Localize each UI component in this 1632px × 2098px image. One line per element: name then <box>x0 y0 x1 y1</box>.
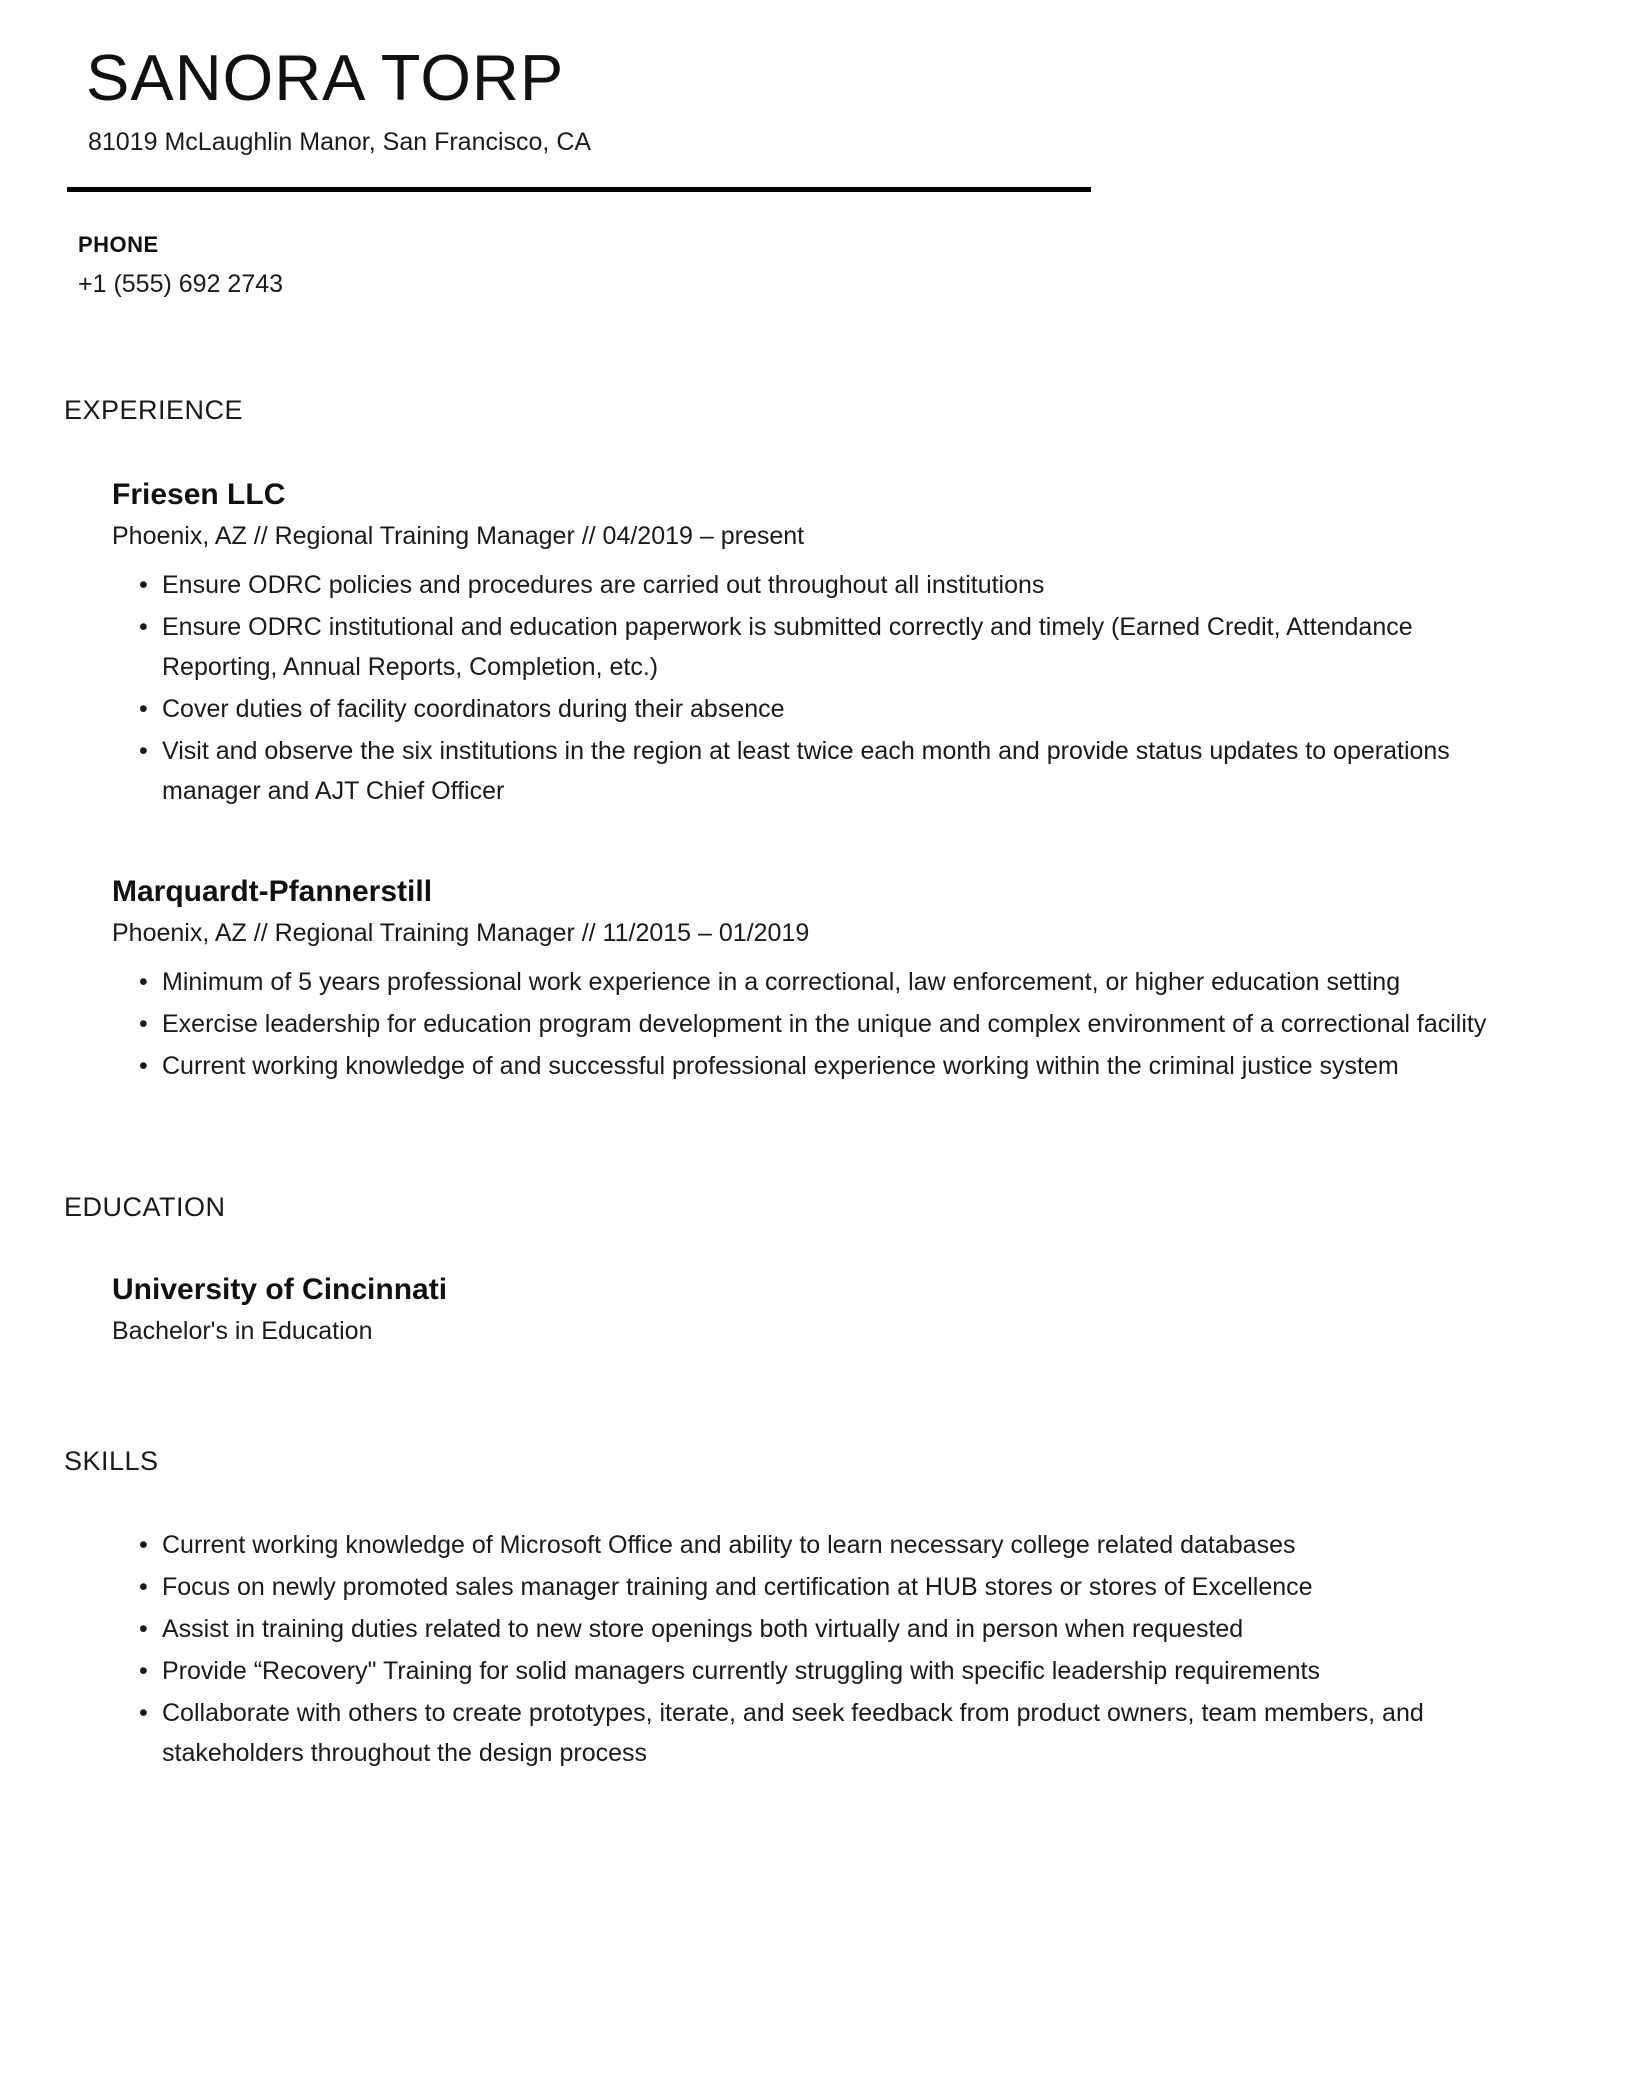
job-entry-friesen <box>112 478 1492 811</box>
header-divider <box>67 187 1091 192</box>
job-bullet: • Ensure ODRC policies and procedures are carried out throughout all institutions <box>162 565 1492 605</box>
skills-section <box>64 1446 1492 1773</box>
education-school: University of Cincinnati <box>112 1272 448 1306</box>
phone-value: +1 (555) 692 2743 <box>78 269 284 298</box>
candidate-name: SANORA TORP <box>86 41 565 114</box>
job-company: Friesen LLC <box>112 477 286 511</box>
job-company: Marquardt-Pfannerstill <box>112 874 433 908</box>
experience-section <box>64 395 1492 1086</box>
job-bullet-list <box>112 962 1492 1086</box>
job-meta: Phoenix, AZ // Regional Training Manager // 04/2019 – present <box>112 521 805 550</box>
skill-bullet: • Provide “Recovery" Training for solid managers currently struggling with specific leadership requirements <box>162 1651 1492 1691</box>
education-degree: Bachelor's in Education <box>112 1316 373 1345</box>
education-section <box>64 1192 1492 1346</box>
job-bullet: • Visit and observe the six institutions in the region at least twice each month and provide status updates to operations manager and AJT Chief Officer <box>162 731 1492 811</box>
job-meta: Phoenix, AZ // Regional Training Manager // 11/2015 – 01/2019 <box>112 918 810 947</box>
job-bullet: • Minimum of 5 years professional work experience in a correctional, law enforcement, or higher education setting <box>162 962 1492 1002</box>
contact-section <box>78 232 1492 299</box>
job-bullet-list <box>112 565 1492 811</box>
skills-bullet-list <box>112 1525 1492 1773</box>
skill-bullet: • Assist in training duties related to new store openings both virtually and in person when requested <box>162 1609 1492 1649</box>
resume-header <box>86 42 1492 157</box>
job-entry-marquardt <box>112 875 1492 1086</box>
job-bullet: • Ensure ODRC institutional and education paperwork is submitted correctly and timely (Earned Credit, Attendance Reporting, Annual Reports, Completion, etc.) <box>162 607 1492 687</box>
job-bullet: • Current working knowledge of and successful professional experience working within the criminal justice system <box>162 1046 1492 1086</box>
experience-section-title: EXPERIENCE <box>64 394 244 425</box>
education-section-title: EDUCATION <box>64 1191 226 1222</box>
skill-bullet: • Focus on newly promoted sales manager training and certification at HUB stores or stores of Excellence <box>162 1567 1492 1607</box>
skill-bullet: • Current working knowledge of Microsoft Office and ability to learn necessary college related databases <box>162 1525 1492 1565</box>
phone-label: PHONE <box>78 231 159 257</box>
education-entry <box>112 1273 1492 1346</box>
skills-section-title: SKILLS <box>64 1445 159 1476</box>
job-bullet: • Cover duties of facility coordinators during their absence <box>162 689 1492 729</box>
candidate-address: 81019 McLaughlin Manor, San Francisco, CA <box>88 127 592 156</box>
skill-bullet: • Collaborate with others to create prototypes, iterate, and seek feedback from product owners, team members, and stakeholders throughout the design process <box>162 1693 1492 1773</box>
job-bullet: • Exercise leadership for education program development in the unique and complex environment of a correctional facility <box>162 1004 1492 1044</box>
